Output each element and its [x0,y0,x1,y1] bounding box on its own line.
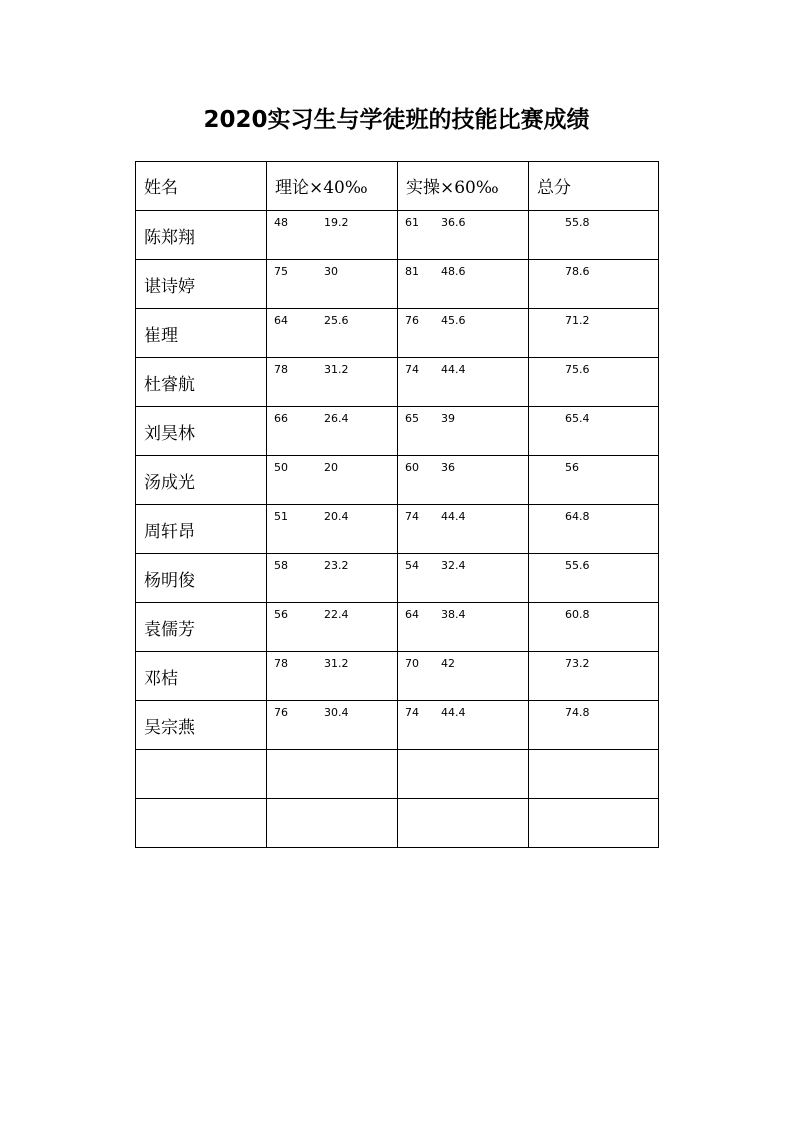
total-cell [529,358,659,407]
practical-score: 76 [405,314,419,327]
total-cell [529,799,659,848]
theory-weighted: 31.2 [324,363,349,376]
practical-score: 65 [405,412,419,425]
student-name: 袁儒芳 [136,603,267,652]
practical-cell [398,456,529,505]
practical-score: 60 [405,461,419,474]
practical-weighted: 44.4 [441,510,466,523]
practical-cell [398,701,529,750]
theory-score: 50 [274,461,288,474]
total-cell [529,603,659,652]
theory-cell [267,554,398,603]
student-name: 吴宗燕 [136,701,267,750]
practical-cell [398,750,529,799]
theory-cell [267,407,398,456]
practical-cell [398,211,529,260]
practical-score: 70 [405,657,419,670]
header-theory: 理论×40‰ [267,162,398,211]
practical-weighted: 44.4 [441,706,466,719]
table-row [136,505,659,554]
practical-cell [398,603,529,652]
theory-cell [267,750,398,799]
theory-cell [267,260,398,309]
practical-weighted: 44.4 [441,363,466,376]
theory-cell [267,456,398,505]
header-total: 总分 [529,162,659,211]
practical-cell [398,309,529,358]
total-cell [529,456,659,505]
table-row [136,309,659,358]
student-name: 杨明俊 [136,554,267,603]
theory-score: 78 [274,363,288,376]
table-row [136,603,659,652]
total-cell [529,554,659,603]
total-cell [529,211,659,260]
theory-cell [267,505,398,554]
practical-cell [398,358,529,407]
theory-score: 76 [274,706,288,719]
header-row [136,162,659,211]
theory-weighted: 19.2 [324,216,349,229]
total-score: 78.6 [565,265,590,278]
table-row [136,211,659,260]
theory-score: 66 [274,412,288,425]
practical-cell [398,505,529,554]
total-cell [529,407,659,456]
theory-cell [267,701,398,750]
table-row [136,456,659,505]
theory-cell [267,358,398,407]
theory-cell [267,309,398,358]
student-name [136,750,267,799]
student-name: 陈郑翔 [136,211,267,260]
practical-weighted: 48.6 [441,265,466,278]
total-score: 73.2 [565,657,590,670]
theory-weighted: 25.6 [324,314,349,327]
theory-cell [267,799,398,848]
total-score: 64.8 [565,510,590,523]
table-row [136,554,659,603]
table-row [136,799,659,848]
theory-score: 75 [274,265,288,278]
theory-score: 51 [274,510,288,523]
table-row [136,260,659,309]
theory-score: 64 [274,314,288,327]
table-row [136,407,659,456]
practical-score: 74 [405,363,419,376]
practical-score: 61 [405,216,419,229]
total-score: 74.8 [565,706,590,719]
total-cell [529,505,659,554]
student-name: 崔理 [136,309,267,358]
theory-weighted: 20 [324,461,338,474]
practical-cell [398,799,529,848]
theory-cell [267,603,398,652]
total-cell [529,260,659,309]
practical-weighted: 32.4 [441,559,466,572]
practical-weighted: 36 [441,461,455,474]
theory-score: 56 [274,608,288,621]
table-row [136,358,659,407]
student-name [136,799,267,848]
total-cell [529,750,659,799]
practical-weighted: 38.4 [441,608,466,621]
theory-weighted: 30.4 [324,706,349,719]
student-name: 谌诗婷 [136,260,267,309]
total-score: 60.8 [565,608,590,621]
practical-cell [398,407,529,456]
practical-cell [398,260,529,309]
practical-cell [398,554,529,603]
total-score: 71.2 [565,314,590,327]
theory-cell [267,652,398,701]
practical-weighted: 39 [441,412,455,425]
practical-score: 81 [405,265,419,278]
page-title: 2020实习生与学徒班的技能比赛成绩 [203,107,590,133]
score-table [135,161,659,848]
table-row [136,701,659,750]
student-name: 周轩昂 [136,505,267,554]
header-practical: 实操×60‰ [398,162,529,211]
practical-weighted: 42 [441,657,455,670]
score-table-body [136,162,659,848]
total-cell [529,701,659,750]
table-row [136,652,659,701]
practical-weighted: 36.6 [441,216,466,229]
theory-weighted: 30 [324,265,338,278]
total-cell [529,652,659,701]
student-name: 杜睿航 [136,358,267,407]
student-name: 汤成光 [136,456,267,505]
practical-score: 74 [405,706,419,719]
total-score: 65.4 [565,412,590,425]
practical-score: 74 [405,510,419,523]
header-name: 姓名 [136,162,267,211]
theory-weighted: 22.4 [324,608,349,621]
student-name: 刘昊林 [136,407,267,456]
theory-weighted: 26.4 [324,412,349,425]
total-cell [529,309,659,358]
practical-score: 54 [405,559,419,572]
theory-score: 58 [274,559,288,572]
practical-cell [398,652,529,701]
student-name: 邓桔 [136,652,267,701]
total-score: 55.8 [565,216,590,229]
total-score: 75.6 [565,363,590,376]
table-row [136,750,659,799]
theory-score: 78 [274,657,288,670]
practical-weighted: 45.6 [441,314,466,327]
theory-weighted: 31.2 [324,657,349,670]
theory-cell [267,211,398,260]
theory-weighted: 20.4 [324,510,349,523]
practical-score: 64 [405,608,419,621]
total-score: 56 [565,461,579,474]
theory-score: 48 [274,216,288,229]
theory-weighted: 23.2 [324,559,349,572]
total-score: 55.6 [565,559,590,572]
